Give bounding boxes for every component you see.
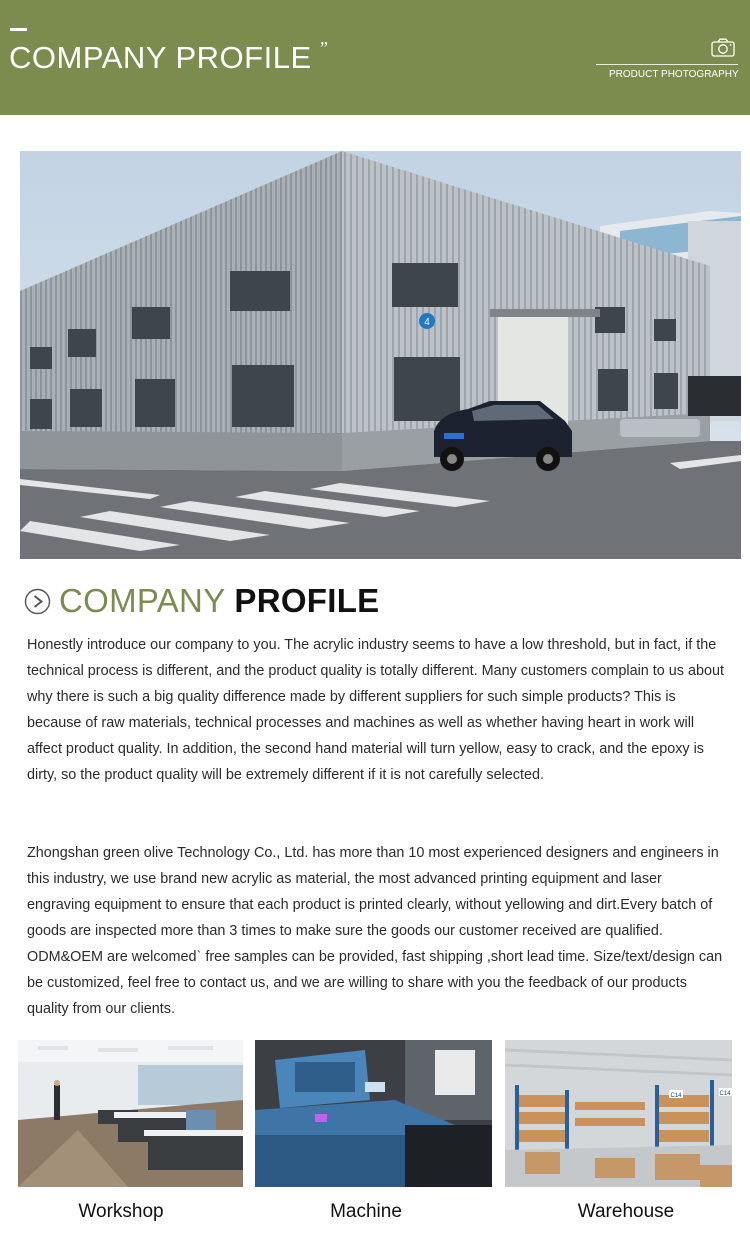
factory-building-photo	[20, 151, 741, 559]
section-title-light: COMPANY	[59, 582, 235, 619]
company-paragraph: Zhongshan green olive Technology Co., Ltd. has more than 10 most experienced designers and engineers in this industry, we use brand new acrylic as material, the most advanced printing equipment and laser engraving equipment to ensure that each product is printed clearly, without yellowing and dirt.Every batch of goods are inspected more than 3 times to make sure the goods our customer received are qualified. ODM&OEM are welcomedˋ free samples can be provided, fast shipping ,short lead time. Size/text/design can be customized, feel free to contact us, and we are willing to share with you the feedback of our products quality from our clients.	[27, 845, 723, 1017]
building-number-sign: 4	[424, 317, 430, 328]
banner-subtitle: PRODUCT PHOTOGRAPHY	[609, 69, 739, 80]
machine-photo	[255, 1040, 492, 1187]
banner-divider	[596, 64, 738, 65]
intro-paragraph: Honestly introduce our company to you. The acrylic industry seems to have a low threshold, but in fact, if the technical process is different, and the product quality is totally different. Many customers complain to us about why there is such a big quality difference made by different suppliers for such simple products? This is because of raw materials, technical processes and machines as well as whether having heart in work will affect product quality. In addition, the second hand material will turn yellow, easy to crack, and the epoxy is dirty, so the product quality will be extremely different if it is not carefully selected.	[27, 637, 724, 783]
header-banner	[0, 0, 750, 115]
section-title	[59, 582, 380, 620]
caption-warehouse: Warehouse	[577, 1201, 675, 1222]
camera-icon	[711, 38, 735, 57]
banner-title: COMPANY PROFILE	[9, 40, 312, 75]
caption-machine: Machine	[330, 1201, 402, 1222]
banner-quote-mark: ”	[320, 38, 328, 58]
warehouse-photo	[505, 1040, 732, 1187]
rack-label: C14	[670, 1093, 682, 1099]
play-circle-icon	[24, 588, 51, 615]
caption-workshop: Workshop	[78, 1201, 164, 1222]
title-accent-dash	[10, 28, 27, 31]
rack-label: C14	[719, 1091, 731, 1097]
section-title-bold: PROFILE	[234, 582, 380, 619]
workshop-photo	[18, 1040, 243, 1187]
